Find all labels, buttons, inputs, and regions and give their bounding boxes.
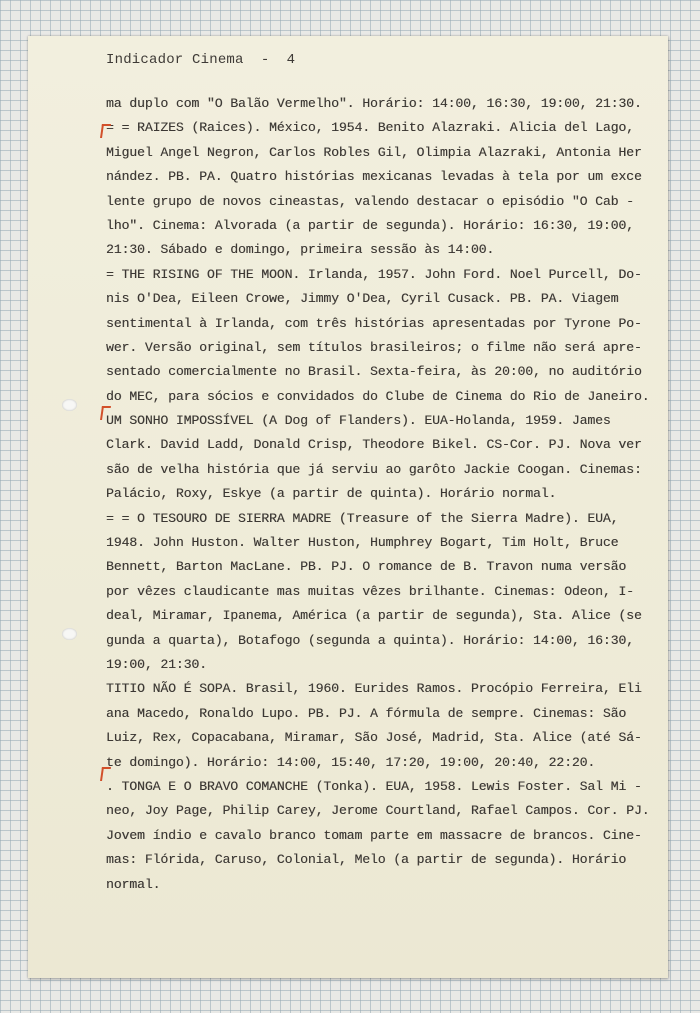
- text-line: mas: Flórida, Caruso, Colonial, Melo (a partir de segunda). Horário: [106, 852, 627, 868]
- text-line: = THE RISING OF THE MOON. Irlanda, 1957. John Ford. Noel Purcell, Do-: [106, 266, 642, 282]
- text-line: são de velha história que já serviu ao garôto Jackie Coogan. Cinemas:: [106, 461, 642, 477]
- text-line: te domingo). Horário: 14:00, 15:40, 17:20, 19:00, 20:40, 22:20.: [106, 754, 596, 770]
- text-line: = = O TESOURO DE SIERRA MADRE (Treasure of the Sierra Madre). EUA,: [106, 510, 619, 526]
- text-line: TITIO NÃO É SOPA. Brasil, 1960. Eurides Ramos. Procópio Ferreira, Eli: [106, 681, 642, 697]
- text-line: deal, Miramar, Ipanema, América (a partir de segunda), Sta. Alice (se: [106, 608, 642, 624]
- text-line: Bennett, Barton MacLane. PB. PJ. O romance de B. Travon numa versão: [106, 559, 627, 575]
- body-text: [106, 92, 650, 897]
- text-line: sentado comercialmente no Brasil. Sexta-feira, às 20:00, no auditório: [106, 364, 642, 380]
- text-line: UM SONHO IMPOSSÍVEL (A Dog of Flanders). EUA-Holanda, 1959. James: [106, 413, 611, 429]
- text-line: neo, Joy Page, Philip Carey, Jerome Courtland, Rafael Campos. Cor. PJ.: [106, 803, 650, 819]
- text-line: normal.: [106, 876, 161, 892]
- text-line: lho". Cinema: Alvorada (a partir de segunda). Horário: 16:30, 19:00,: [106, 217, 634, 233]
- page-header: Indicador Cinema - 4: [106, 52, 296, 68]
- text-line: Miguel Angel Negron, Carlos Robles Gil, Olimpia Alazraki, Antonia Her: [106, 144, 642, 160]
- text-line: Luiz, Rex, Copacabana, Miramar, São José, Madrid, Sta. Alice (até Sá-: [106, 730, 642, 746]
- text-line: nis O'Dea, Eileen Crowe, Jimmy O'Dea, Cyril Cusack. PB. PA. Viagem: [106, 291, 619, 307]
- punch-hole: [62, 628, 77, 640]
- text-line: = = RAIZES (Raices). México, 1954. Benito Alazraki. Alicia del Lago,: [106, 120, 634, 136]
- text-line: Palácio, Roxy, Eskye (a partir de quinta). Horário normal.: [106, 486, 557, 502]
- text-line: por vêzes claudicante mas muitas vêzes brilhante. Cinemas: Odeon, I-: [106, 583, 634, 599]
- text-line: 19:00, 21:30.: [106, 656, 207, 672]
- text-line: do MEC, para sócios e convidados do Clube de Cinema do Rio de Janeiro.: [106, 388, 650, 404]
- typed-page: [28, 36, 668, 978]
- text-line: ma duplo com "O Balão Vermelho". Horário: 14:00, 16:30, 19:00, 21:30.: [106, 96, 642, 111]
- text-line: 1948. John Huston. Walter Huston, Humphrey Bogart, Tim Holt, Bruce: [106, 535, 619, 551]
- text-line: 21:30. Sábado e domingo, primeira sessão às 14:00.: [106, 242, 495, 258]
- text-line: . TONGA E O BRAVO COMANCHE (Tonka). EUA, 1958. Lewis Foster. Sal Mi -: [106, 778, 642, 794]
- text-line: Clark. David Ladd, Donald Crisp, Theodore Bikel. CS-Cor. PJ. Nova ver: [106, 437, 642, 453]
- text-line: Jovem índio e cavalo branco tomam parte em massacre de brancos. Cine-: [106, 827, 642, 843]
- text-line: lente grupo de novos cineastas, valendo destacar o episódio "O Cab -: [106, 193, 634, 209]
- text-line: ana Macedo, Ronaldo Lupo. PB. PJ. A fórmula de sempre. Cinemas: São: [106, 705, 627, 721]
- text-line: sentimental à Irlanda, com três histórias apresentadas por Tyrone Po-: [106, 315, 642, 331]
- text-line: wer. Versão original, sem títulos brasileiros; o filme não será apre-: [106, 339, 642, 355]
- punch-hole: [62, 399, 77, 411]
- text-line: nández. PB. PA. Quatro histórias mexicanas levadas à tela por um exce: [106, 169, 642, 185]
- text-line: gunda a quarta), Botafogo (segunda a quinta). Horário: 14:00, 16:30,: [106, 632, 634, 648]
